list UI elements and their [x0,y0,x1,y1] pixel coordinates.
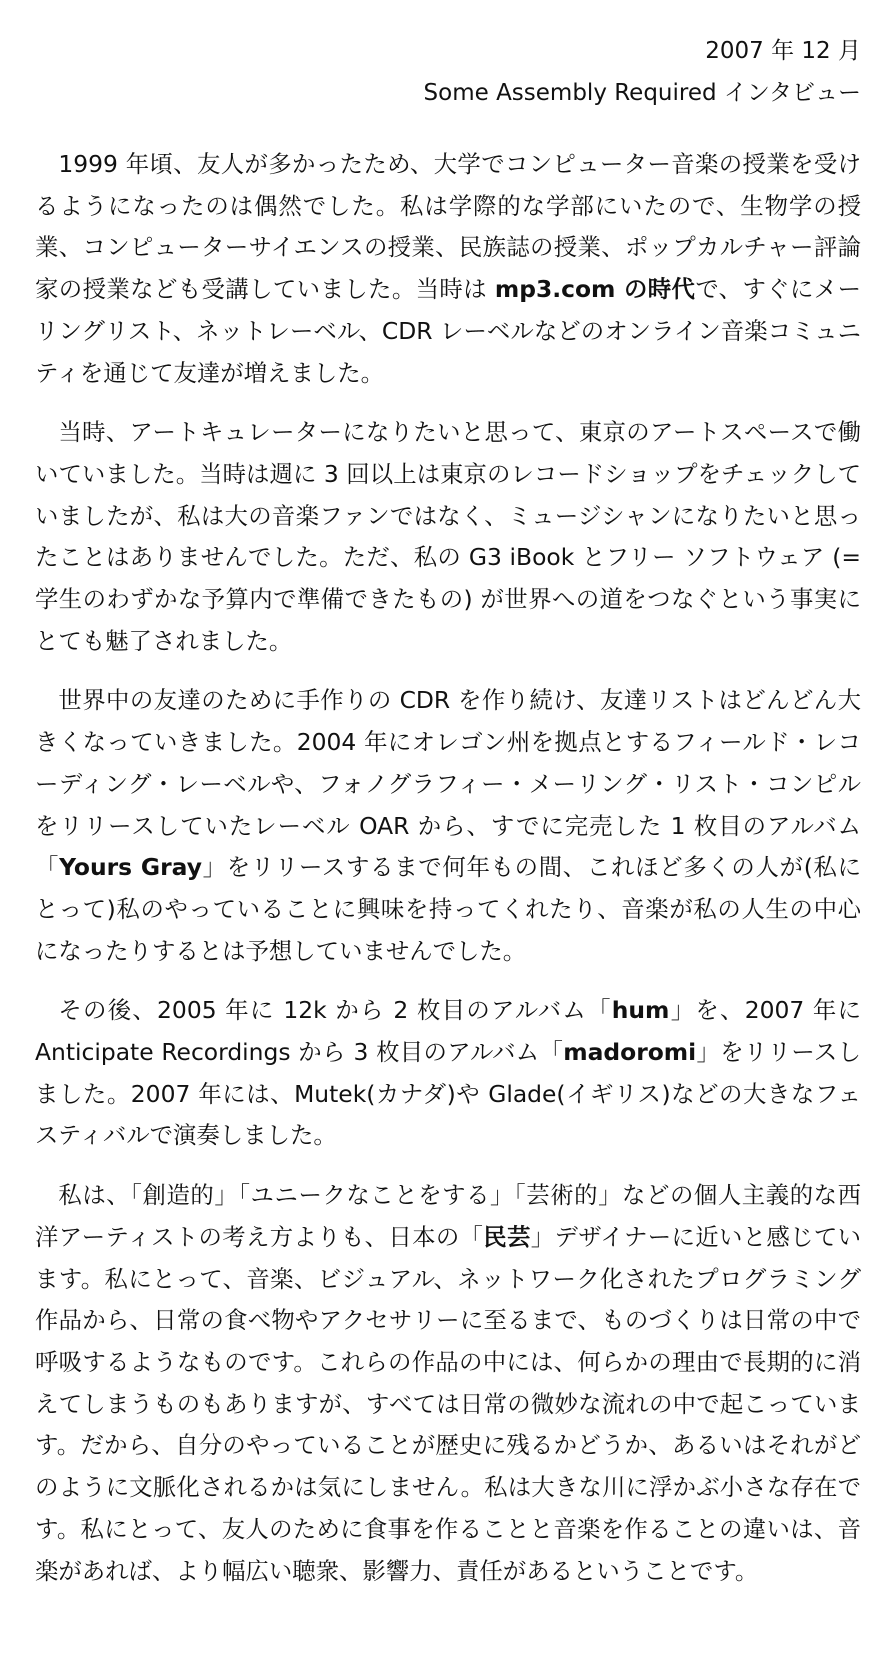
paragraph-3 [35,680,861,972]
text-segment: 1999 年頃、友人が多かったため、大学でコンピューター音楽の授業を受けるようになったのは偶然でした。私は学際的な学部にいたので、生物学の授業、コンピューターサイエンスの授業、民族誌の授業、ポップカルチャー評論家の授業なども受講していました。当時は [35,150,861,304]
bold-text: hum [611,996,670,1025]
text-segment: 」デザイナーに近いと感じています。私にとって、音楽、ビジュアル、ネットワーク化されたプログラミング作品から、日常の食べ物やアクセサリーに至るまで、ものづくりは日常の中で呼吸するようなものです。これらの作品の中には、何らかの理由で長期的に消えてしまうものもありますが、すべては日常の微妙な流れの中で起こっています。だから、自分のやっていることが歴史に残るかどうか、あるいはそれがどのように文脈化されるかは気にしません。私は大きな川に浮かぶ小さな存在です。私にとって、友人のために食事を作ることと音楽を作ることの違いは、音楽があれば、より幅広い聴衆、影響力、責任があるということです。 [35,1222,861,1585]
text-segment: 世界中の友達のために手作りの CDR を作り続け、友達リストはどんどん大きくなっていきました。2004 年にオレゴン州を拠点とするフィールド・レコーディング・レーベルや、フォノグラフィー・メーリング・リスト・コンピルをリリースしていたレーベル OAR から、すでに完売した 1 枚目のアルバム「 [35,686,861,882]
article-body [35,144,861,1592]
text-segment: 」をリリースしました。2007 年には、Mutek(カナダ)や Glade(イギリス)などの大きなフェスティバルで演奏しました。 [35,1038,861,1150]
document-page [35,30,861,1610]
bold-text: 民芸 [483,1222,531,1251]
text-segment: 」を、2007 年に Anticipate Recordings から 3 枚目のアルバム「 [35,996,861,1067]
text-segment: 当時、アートキュレーターになりたいと思って、東京のアートスペースで働いていました。当時は週に 3 回以上は東京のレコードショップをチェックしていましたが、私は大の音楽ファンではなく、ミュージシャンになりたいと思ったことはありませんでした。ただ、私の G3 iBook とフリー ソフトウェア (= 学生のわずかな予算内で準備できたもの) が世界への道をつなぐという事実にとても魅了されました。 [35,418,861,655]
paragraph-5 [35,1175,861,1592]
text-segment: で、すぐにメーリングリスト、ネットレーベル、CDR レーベルなどのオンライン音楽コミュニティを通じて友達が増えました。 [35,275,861,387]
text-segment: その後、2005 年に 12k から 2 枚目のアルバム「 [58,996,612,1025]
bold-text: mp3.com の時代 [494,275,696,304]
text-segment: 私は、「創造的」「ユニークなことをする」「芸術的」などの個人主義的な西洋アーティストの考え方よりも、日本の「 [35,1181,861,1251]
paragraph-2 [35,412,861,662]
bold-text: madoromi [563,1038,697,1067]
bold-text: Yours Gray [59,853,202,882]
paragraph-4 [35,990,861,1157]
paragraph-1 [35,144,861,394]
text-segment: 」をリリースするまで何年もの間、これほど多くの人が(私にとって)私のやっていることに興味を持ってくれたり、音楽が私の人生の中心になったりするとは予想していませんでした。 [35,853,861,965]
header-subtitle: Some Assembly Required インタビュー [423,80,861,106]
header-date: 2007 年 12 月 [705,38,861,64]
